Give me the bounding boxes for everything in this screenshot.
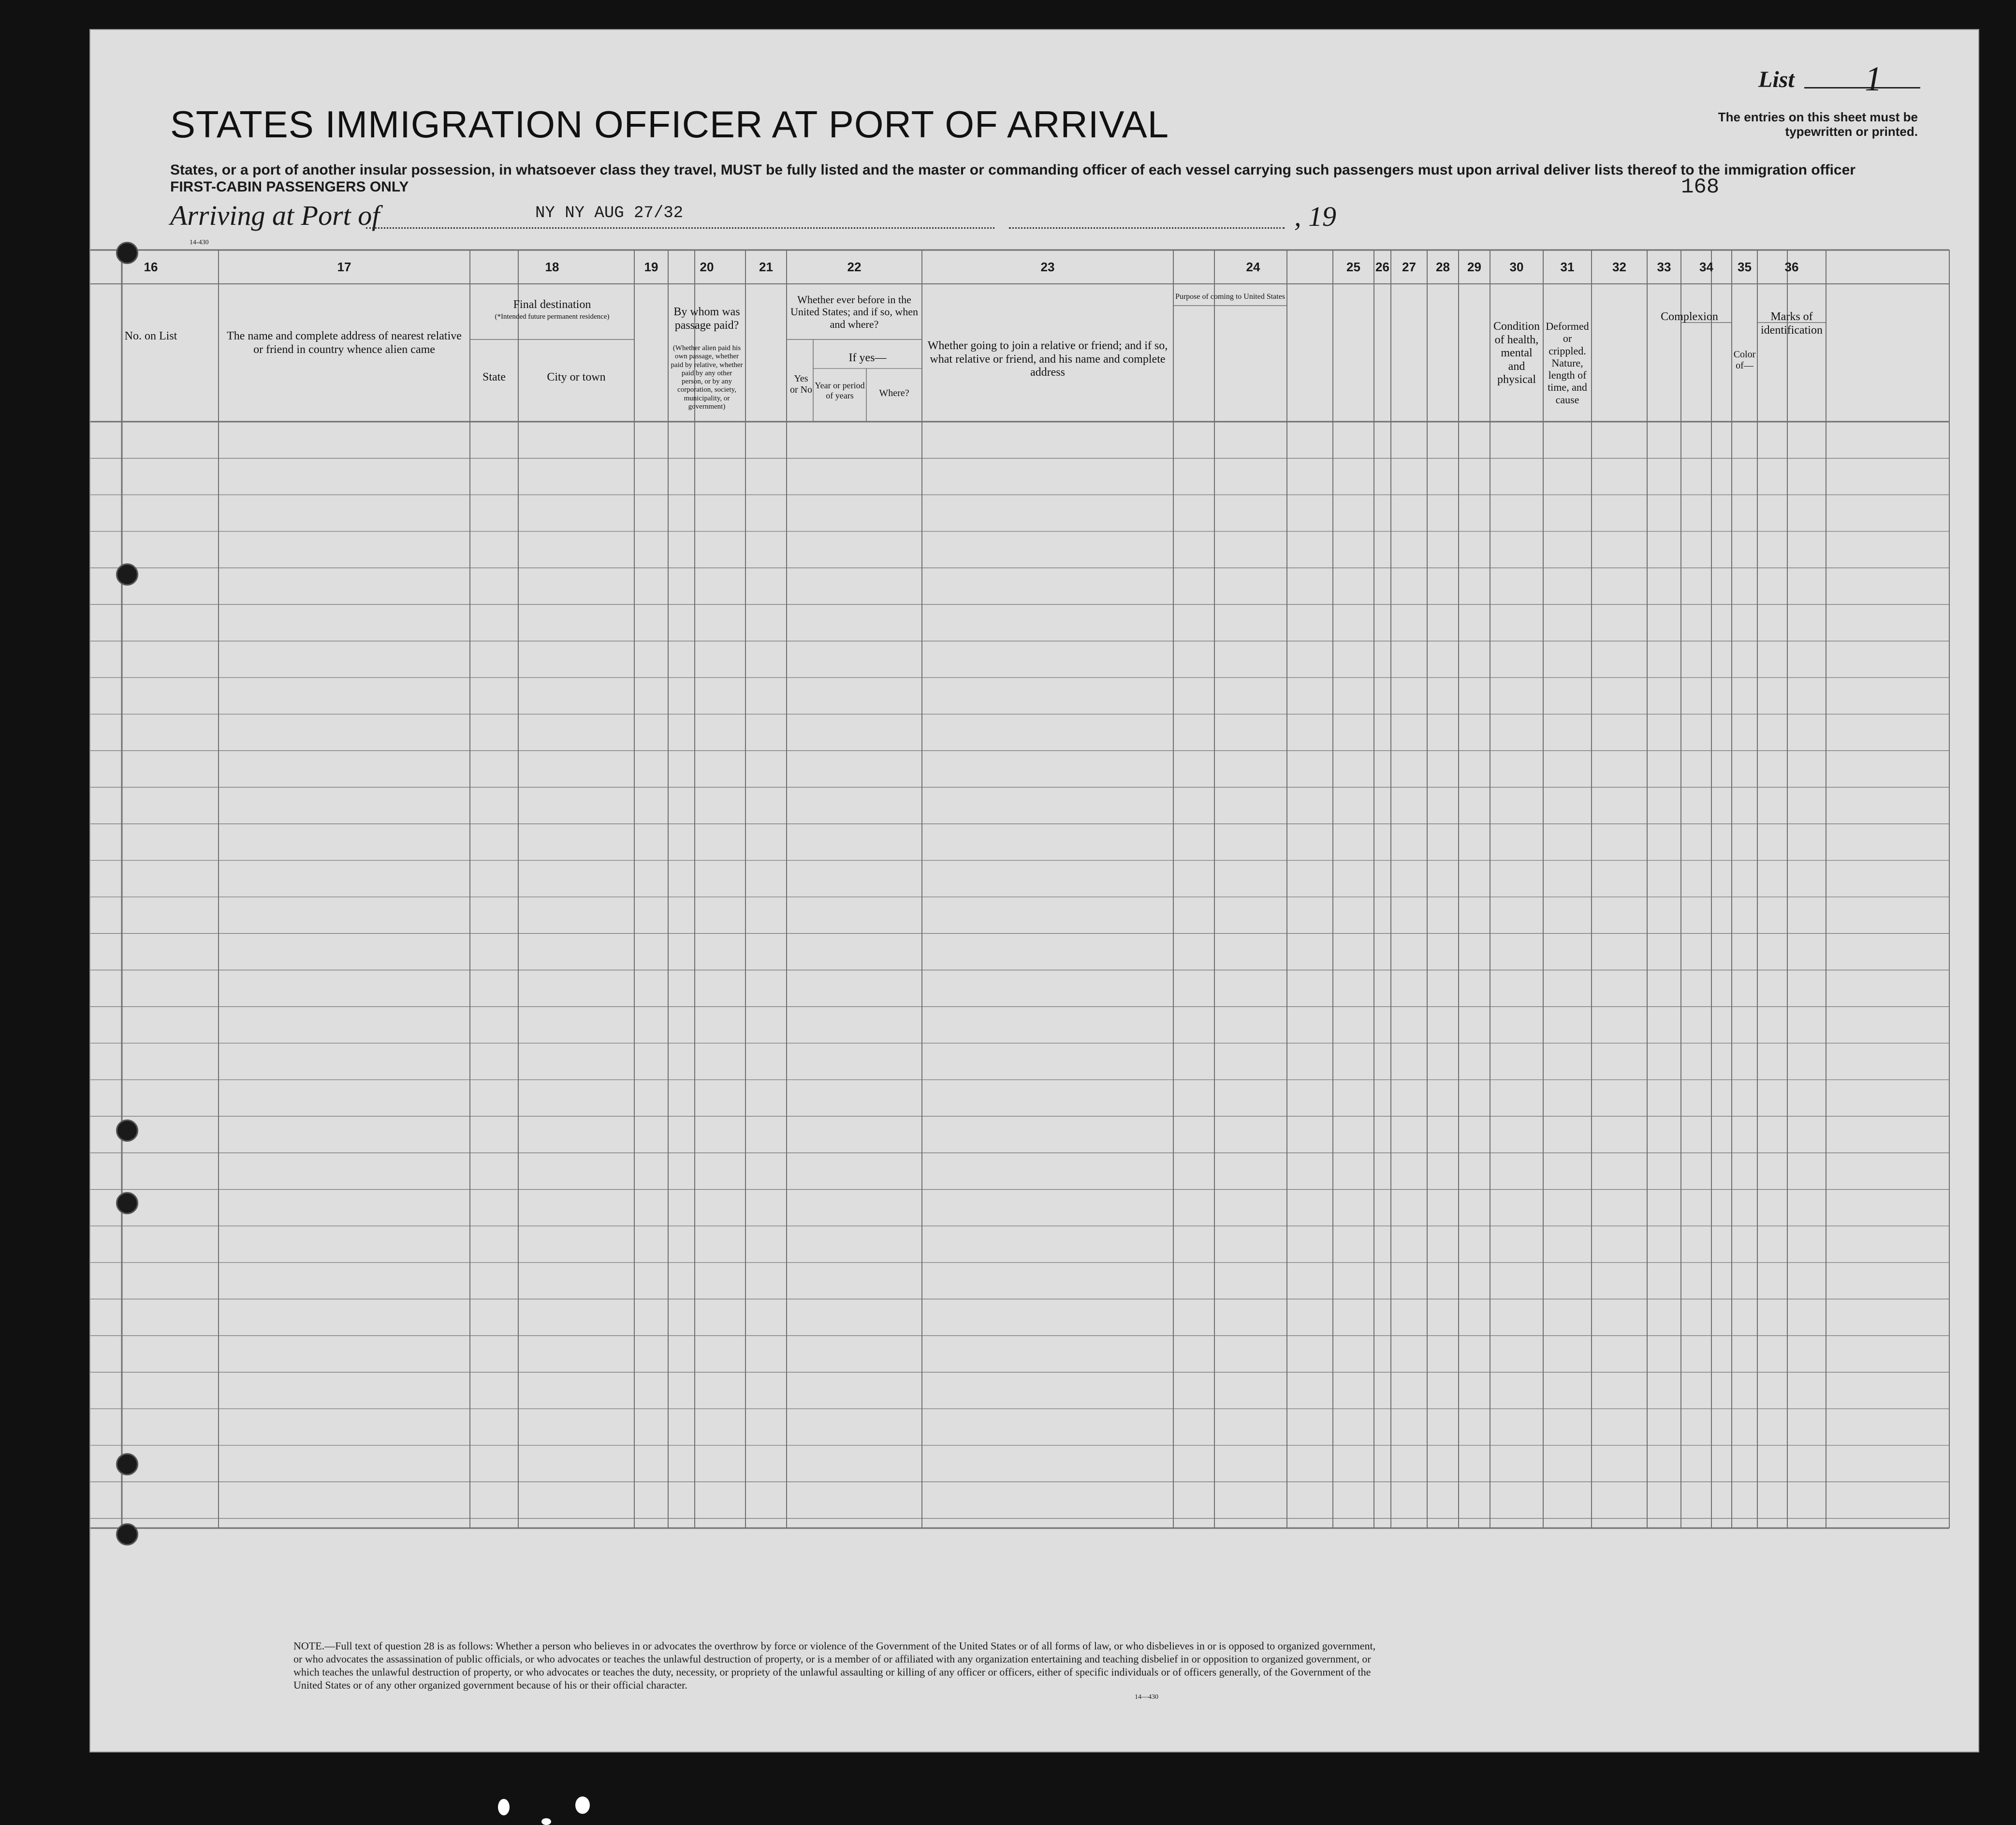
header-where: Where? (879, 388, 909, 398)
list-number: 1 (1865, 59, 1882, 98)
form-code: 14-430 (190, 239, 209, 246)
header-yes-or-no: Yes or No (789, 373, 813, 395)
column-number: 21 (759, 260, 773, 274)
column-number: 35 (1738, 260, 1752, 274)
binder-hole (116, 563, 138, 586)
entries-note: The entries on this sheet must be typewritten or printed. (1718, 110, 1918, 139)
footnote: NOTE.—Full text of question 28 is as follows: Whether a person who believes in or advocates the overthrow by force or violence of the Government of the United States or of all forms of law, or who disbelieves in or is opposed to organized government, or who advocates the assassination of public officials, or who advocates or teaches the unlawful destruction of property, or is a member of or affiliated with any organization entertaining and teaching disbelief in or opposition to organized government, or which teaches the unlawful destruction of property, or who advocates or teaches the duty, necessity, or propriety of the unlawful assaulting or killing of any officer or officers, either of specific individuals or of officers generally, of the Government of the United States or of any other organized government because of his or their official character. (293, 1640, 1376, 1691)
header-if-yes: If yes— (848, 352, 887, 364)
column-number: 24 (1246, 260, 1260, 274)
column-number: 32 (1612, 260, 1626, 274)
subtitle: States, or a port of another insular possession, in whatsoever class they travel, MUST be fully listed and the master or commanding officer of each vessel carrying such passengers must upon arrival deliver lists thereof to the immigration officer (170, 162, 1855, 178)
column-number: 33 (1657, 260, 1671, 274)
binder-hole (116, 1523, 138, 1545)
header-passage-paid: By whom was passage paid? (673, 306, 740, 332)
column-number: 28 (1436, 260, 1450, 274)
manifest-grid (90, 30, 1978, 1751)
class-line: FIRST-CABIN PASSENGERS ONLY (170, 179, 409, 195)
page-title: STATES IMMIGRATION OFFICER AT PORT OF ARRIVAL (170, 103, 1169, 146)
binder-hole (116, 242, 138, 264)
header-final-destination-sub: (*Intended future permanent residence) (495, 313, 610, 321)
header-deformed: Deformed or crippled. Nature, length of time, and cause (1546, 320, 1589, 406)
binder-hole (116, 1453, 138, 1475)
column-number: 17 (337, 260, 351, 274)
column-number: 22 (847, 260, 862, 274)
scan-artifact (541, 1818, 551, 1825)
header-city: City or town (547, 371, 606, 383)
header-join-relative: Whether going to join a relative or friend; and if so, what relative or friend, and his name and complete address (927, 339, 1168, 379)
column-number: 26 (1375, 260, 1389, 274)
year-label: , 19 (1294, 201, 1336, 232)
column-number: 23 (1040, 260, 1055, 274)
manifest-sheet (89, 29, 1979, 1752)
scan-artifact (575, 1796, 590, 1814)
header-no-on-list: No. on List (124, 330, 177, 342)
column-number: 31 (1560, 260, 1575, 274)
column-number: 36 (1784, 260, 1799, 274)
header-final-destination: Final destination (513, 298, 591, 311)
header-health: Condition of health, mental and physical (1493, 320, 1540, 386)
column-number: 18 (545, 260, 559, 274)
header-purpose: Purpose of coming to United States (1175, 293, 1286, 301)
column-number: 20 (700, 260, 714, 274)
port-value: NY NY AUG 27/32 (535, 204, 684, 222)
header-nearest-relative: The name and complete address of nearest relative or friend in country whence alien came (227, 330, 462, 356)
binder-hole (116, 1119, 138, 1142)
header-height: Complexion (1661, 310, 1718, 323)
header-state: State (482, 371, 506, 383)
column-number: 34 (1699, 260, 1713, 274)
column-number: 30 (1509, 260, 1524, 274)
column-number: 19 (644, 260, 658, 274)
list-label: List (1758, 67, 1795, 92)
footnote-code: 14—430 (1135, 1693, 1158, 1701)
header-before-in-us: Whether ever before in the United States; and if so, when and where? (790, 294, 918, 330)
binder-hole (116, 1192, 138, 1214)
column-number: 27 (1402, 260, 1416, 274)
header-passage-paid-sub: (Whether alien paid his own passage, whether paid by relative, whether paid by any other person, or by any corporation, society, municipality, or government) (671, 344, 743, 411)
arriving-label: Arriving at Port of (170, 200, 380, 231)
column-number: 29 (1467, 260, 1481, 274)
header-complexion: Color of— (1733, 349, 1756, 371)
page-number: 168 (1681, 175, 1720, 199)
header-color-of: Marks of identification (1761, 310, 1823, 337)
scan-artifact (498, 1799, 510, 1815)
column-number: 16 (144, 260, 158, 274)
header-year-or-period: Year or period of years (815, 381, 865, 400)
column-number: 25 (1346, 260, 1360, 274)
